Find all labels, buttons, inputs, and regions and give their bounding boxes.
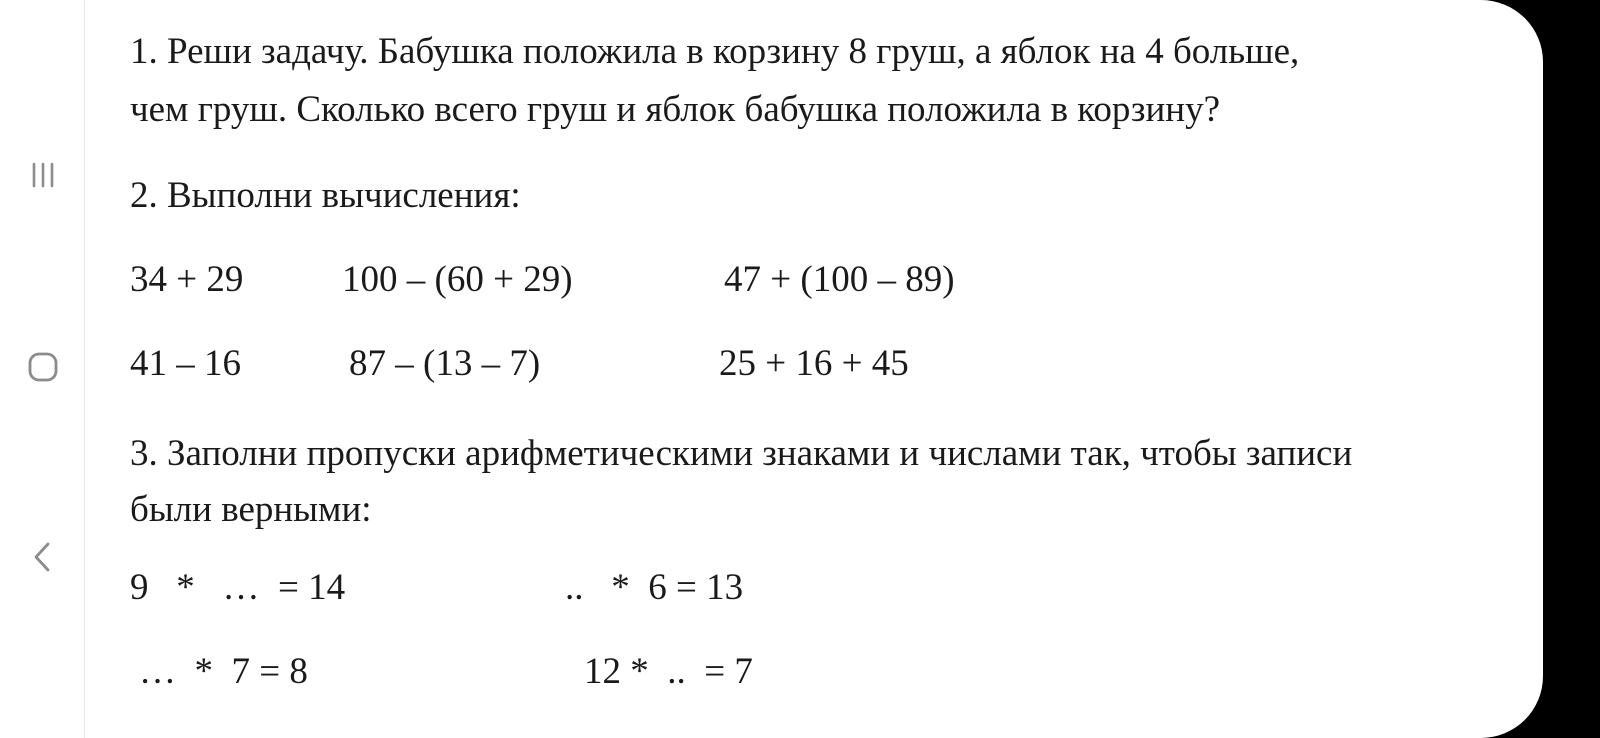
recent-apps-icon xyxy=(28,160,58,190)
task3-equation: .. * 6 = 13 xyxy=(565,567,744,608)
home-button[interactable] xyxy=(18,342,68,392)
home-icon xyxy=(26,350,60,384)
task2-expression: 100 – (60 + 29) xyxy=(342,259,573,300)
back-button[interactable] xyxy=(18,532,68,582)
task2-expression: 47 + (100 – 89) xyxy=(724,259,955,300)
task2-title: 2. Выполни вычисления: xyxy=(130,175,521,216)
task3-equation: … * 7 = 8 xyxy=(139,651,308,692)
task3-equation: 12 * .. = 7 xyxy=(584,651,753,692)
task2-expression: 34 + 29 xyxy=(130,259,244,300)
navigation-bar xyxy=(0,0,85,738)
task2-expression: 25 + 16 + 45 xyxy=(719,343,909,384)
task3-equation: 9 * … = 14 xyxy=(130,567,346,608)
document-content xyxy=(130,0,1520,738)
task1-line2: чем груш. Сколько всего груш и яблок бабушка положила в корзину? xyxy=(130,89,1221,130)
task2-expression: 87 – (13 – 7) xyxy=(349,343,541,384)
task3-line2: были верными: xyxy=(130,489,372,530)
task2-expression: 41 – 16 xyxy=(130,343,241,384)
recent-apps-button[interactable] xyxy=(18,150,68,200)
task1-line1: 1. Реши задачу. Бабушка положила в корзину 8 груш, а яблок на 4 больше, xyxy=(130,31,1300,72)
task3-line1: 3. Заполни пропуски арифметическими знаками и числами так, чтобы записи xyxy=(130,433,1353,474)
back-chevron-icon xyxy=(28,540,58,574)
